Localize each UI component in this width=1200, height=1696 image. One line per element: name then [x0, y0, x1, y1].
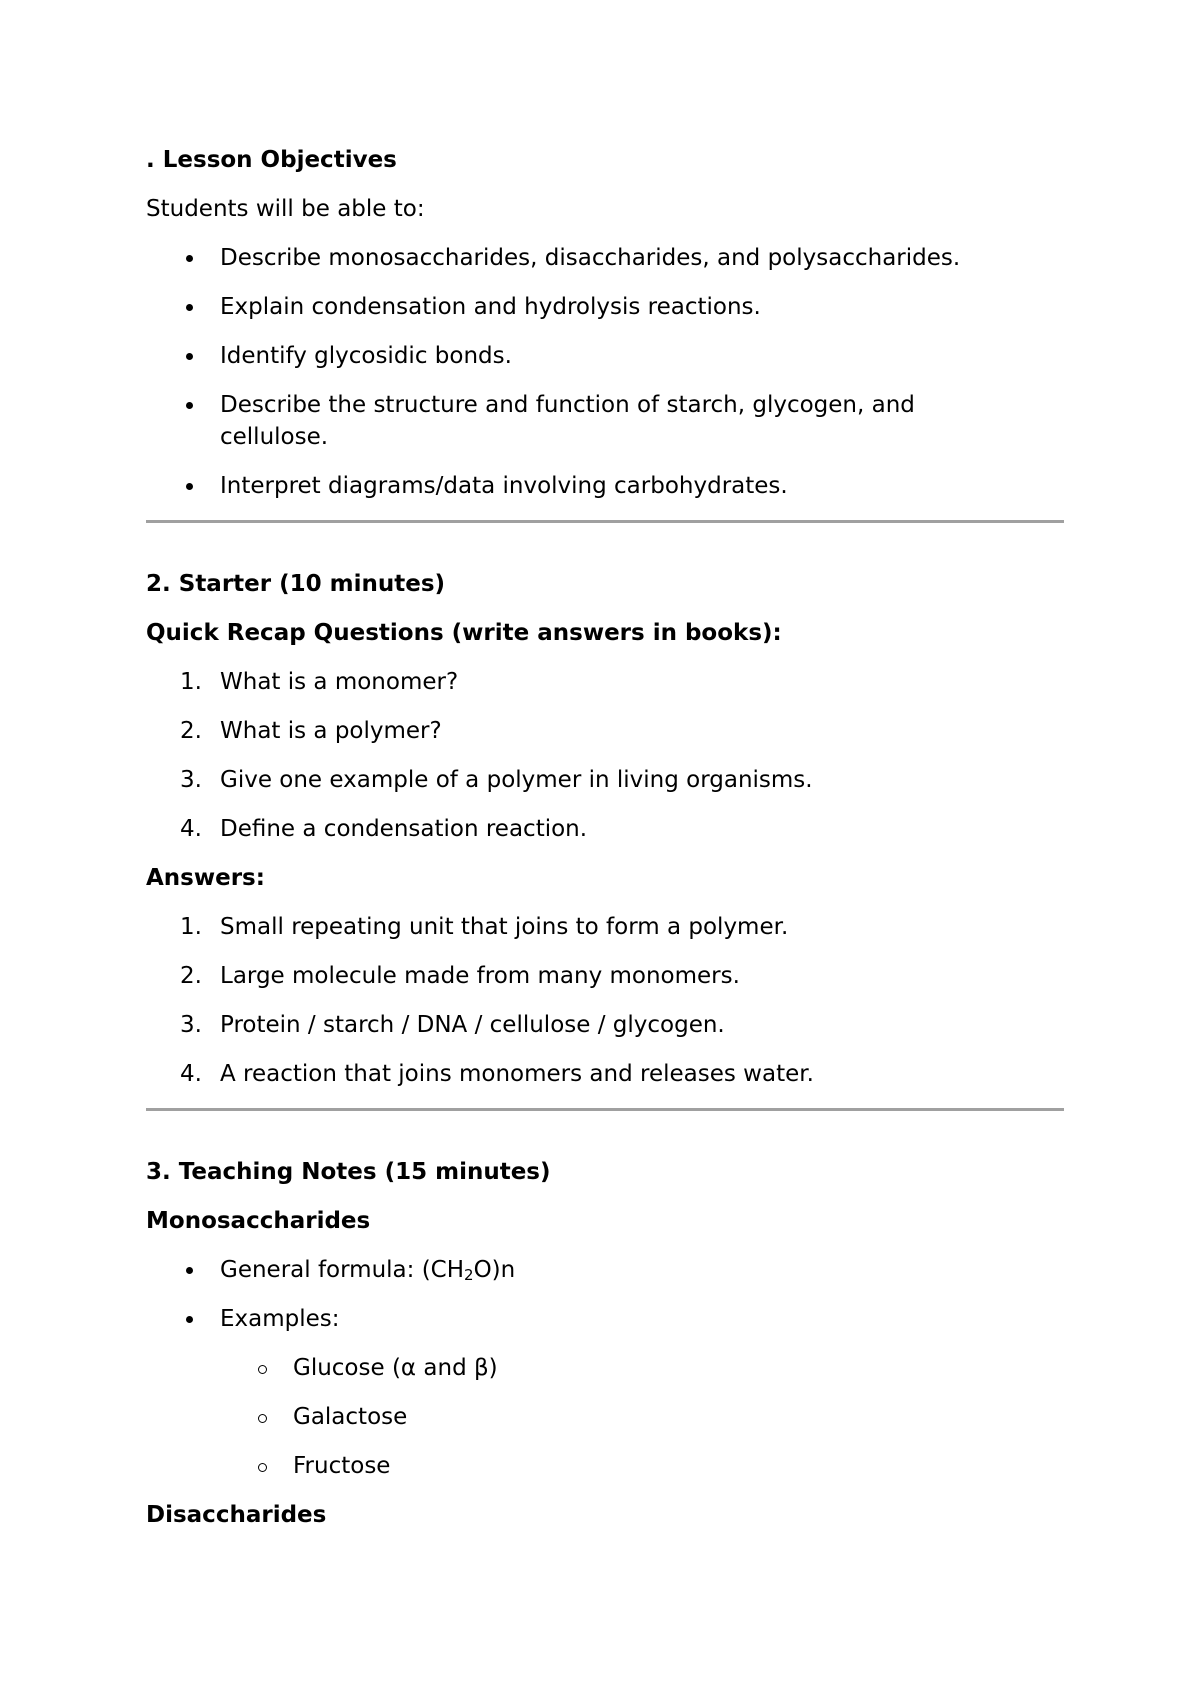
section-heading-teaching-notes: 3. Teaching Notes (15 minutes) — [146, 1159, 551, 1185]
questions-heading: Quick Recap Questions (write answers in books): — [146, 620, 782, 646]
list-item-text: What is a monomer? — [220, 669, 459, 695]
section-heading-starter: 2. Starter (10 minutes) — [146, 571, 446, 597]
formula-text — [220, 1254, 1064, 1286]
subheading-disaccharides: Disaccharides — [146, 1502, 327, 1528]
bullet-icon — [186, 402, 193, 409]
horizontal-rule — [146, 1108, 1064, 1111]
list-item-text: Interpret diagrams/data involving carbohydrates. — [220, 473, 788, 499]
list-number: 4. — [180, 1061, 202, 1087]
list-item-text: Define a condensation reaction. — [220, 816, 588, 842]
list-item-text: A reaction that joins monomers and releases water. — [220, 1061, 814, 1087]
objectives-intro: Students will be able to: — [146, 196, 425, 222]
list-number: 1. — [180, 669, 202, 695]
list-item-text: Describe the structure and function of starch, glycogen, and cellulose. — [220, 392, 915, 450]
bullet-icon — [186, 1267, 193, 1274]
list-number: 4. — [180, 816, 202, 842]
bullet-icon — [186, 353, 193, 360]
list-item-text: Large molecule made from many monomers. — [220, 963, 740, 989]
list-number: 1. — [180, 914, 202, 940]
list-item-text: Explain condensation and hydrolysis reactions. — [220, 294, 761, 320]
bullet-icon — [186, 1316, 193, 1323]
list-item-text: What is a polymer? — [220, 718, 442, 744]
hollow-bullet-icon — [258, 1414, 267, 1423]
hollow-bullet-icon — [258, 1365, 267, 1374]
section-heading-lesson-objectives: . Lesson Objectives — [146, 147, 397, 173]
bullet-icon — [186, 304, 193, 311]
subheading-monosaccharides: Monosaccharides — [146, 1208, 371, 1234]
list-item-text: Small repeating unit that joins to form a polymer. — [220, 914, 789, 940]
horizontal-rule — [146, 520, 1064, 523]
formula-prefix: General formula: (CH — [220, 1257, 465, 1283]
list-number: 3. — [180, 1012, 202, 1038]
list-number: 2. — [180, 718, 202, 744]
list-number: 3. — [180, 767, 202, 793]
formula-suffix: O)n — [473, 1257, 516, 1283]
sub-list-item-text: Glucose (α and β) — [293, 1355, 498, 1381]
list-item-text: Protein / starch / DNA / cellulose / glycogen. — [220, 1012, 725, 1038]
list-item-text: Identify glycosidic bonds. — [220, 343, 512, 369]
bullet-icon — [186, 483, 193, 490]
formula-subscript: 2 — [464, 1266, 474, 1284]
list-number: 2. — [180, 963, 202, 989]
list-item-text: Describe monosaccharides, disaccharides, and polysaccharides. — [220, 245, 961, 271]
sub-list-item-text: Galactose — [293, 1404, 408, 1430]
list-item-text: Give one example of a polymer in living organisms. — [220, 767, 813, 793]
answers-heading: Answers: — [146, 865, 265, 891]
list-item-text: Examples: — [220, 1306, 340, 1332]
sub-list-item-text: Fructose — [293, 1453, 391, 1479]
bullet-icon — [186, 255, 193, 262]
document-page — [146, 0, 1064, 1696]
list-item — [146, 389, 1064, 453]
hollow-bullet-icon — [258, 1463, 267, 1472]
